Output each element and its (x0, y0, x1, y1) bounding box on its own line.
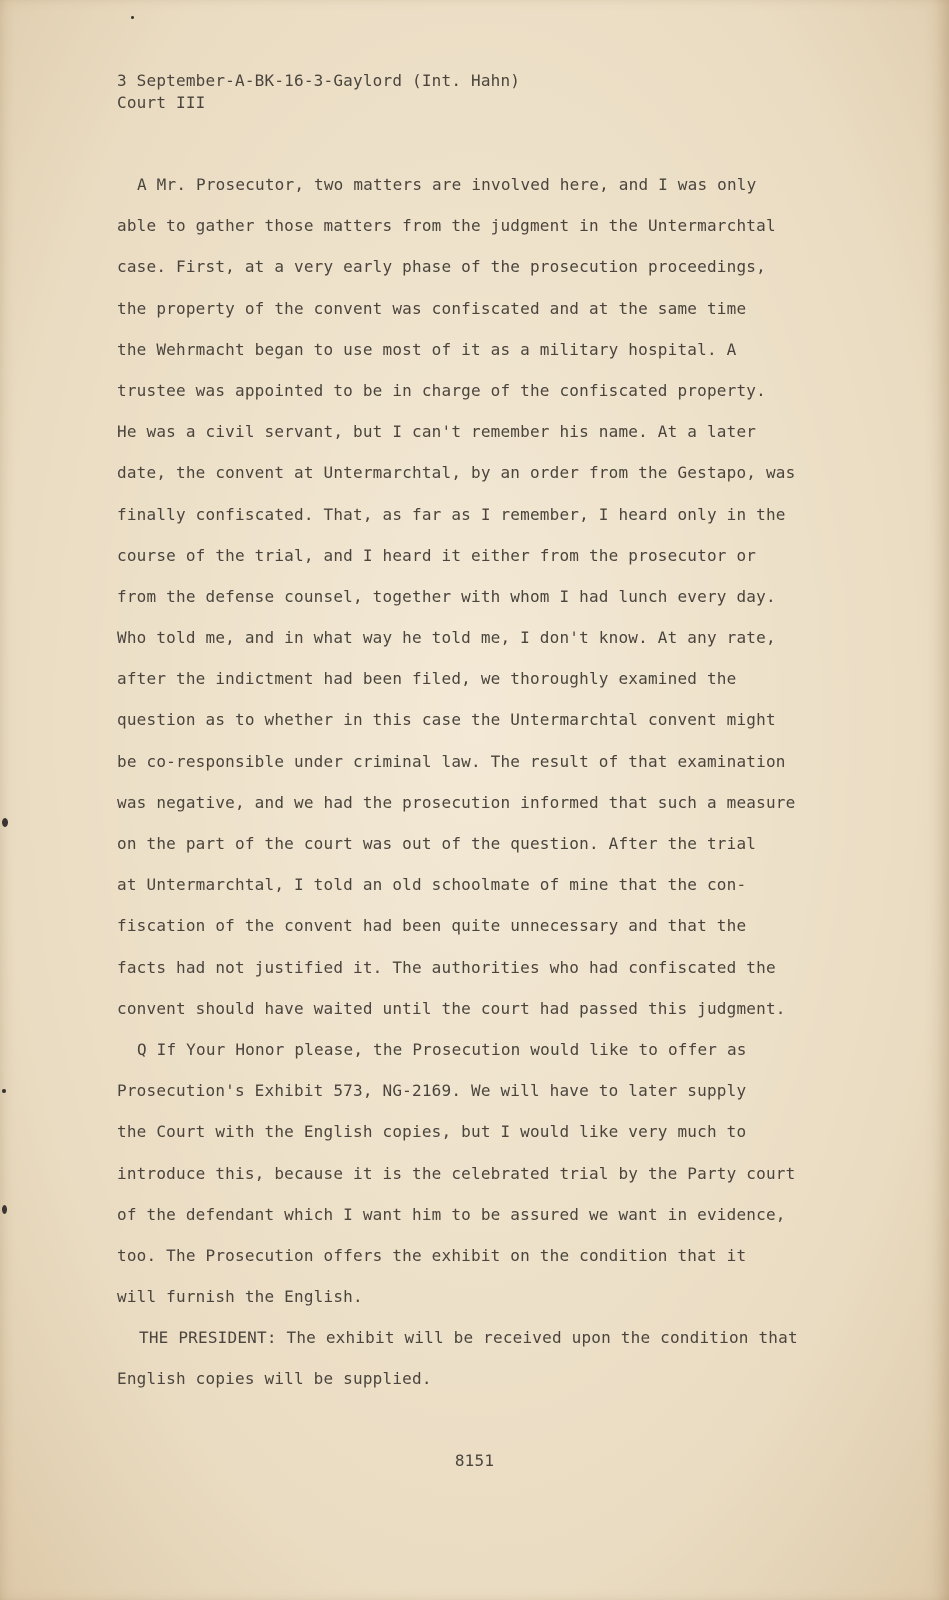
transcript-line: Who told me, and in what way he told me, I don't know. At any rate, (117, 628, 776, 648)
header-reference-line: 3 September-A-BK-16-3-Gaylord (Int. Hahn) (117, 71, 521, 90)
transcript-line: be co-responsible under criminal law. The result of that examination (117, 751, 786, 771)
paper-speck (131, 16, 134, 19)
transcript-line: able to gather those matters from the judgment in the Untermarchtal (117, 216, 776, 236)
transcript-line: He was a civil servant, but I can't remember his name. At a later (117, 422, 757, 442)
transcript-line: on the part of the court was out of the question. After the trial (117, 834, 757, 853)
transcript-line: from the defense counsel, together with whom I had lunch every day. (117, 586, 776, 606)
transcript-line: trustee was appointed to be in charge of the confiscated property. (117, 380, 766, 400)
transcript-line-question-start: Q If Your Honor please, the Prosecution would like to offer as (137, 1039, 747, 1059)
transcript-line: the Wehrmacht began to use most of it as a military hospital. A (117, 339, 737, 359)
transcript-line: date, the convent at Untermarchtal, by an order from the Gestapo, was (117, 463, 796, 483)
transcript-line: English copies will be supplied. (117, 1369, 432, 1389)
margin-mark (2, 818, 8, 827)
header-court-line: Court III (117, 93, 206, 112)
transcript-line: case. First, at a very early phase of the prosecution proceedings, (117, 257, 766, 277)
margin-mark (2, 1089, 6, 1093)
transcript-body (117, 171, 847, 1407)
transcript-line: after the indictment had been filed, we thoroughly examined the (117, 669, 737, 689)
document-header (117, 70, 520, 114)
transcript-line: Prosecution's Exhibit 573, NG-2169. We will have to later supply (117, 1081, 747, 1101)
transcript-line: of the defendant which I want him to be assured we want in evidence, (117, 1204, 786, 1224)
transcript-line: finally confiscated. That, as far as I remember, I heard only in the (117, 504, 786, 524)
transcript-line: fiscation of the convent had been quite unnecessary and that the (117, 916, 747, 936)
page-number: 8151 (454, 1451, 495, 1470)
transcript-line-answer-start: A Mr. Prosecutor, two matters are involved here, and I was only (137, 175, 757, 194)
transcript-line-president-start: THE PRESIDENT: The exhibit will be received upon the condition that (139, 1328, 798, 1348)
transcript-line: was negative, and we had the prosecution informed that such a measure (117, 792, 796, 812)
transcript-line: question as to whether in this case the Untermarchtal convent might (117, 710, 776, 730)
transcript-line: will furnish the English. (117, 1287, 363, 1307)
transcript-line: convent should have waited until the court had passed this judgment. (117, 998, 786, 1018)
transcript-line: course of the trial, and I heard it either from the prosecutor or (117, 545, 757, 565)
transcript-line: the property of the convent was confiscated and at the same time (117, 298, 747, 318)
transcript-line: at Untermarchtal, I told an old schoolmate of mine that the con- (117, 875, 747, 895)
transcript-line: introduce this, because it is the celebrated trial by the Party court (117, 1163, 796, 1183)
transcript-line: the Court with the English copies, but I would like very much to (117, 1122, 747, 1142)
transcript-line: facts had not justified it. The authorities who had confiscated the (117, 957, 776, 977)
transcript-line: too. The Prosecution offers the exhibit on the condition that it (117, 1245, 747, 1265)
margin-mark (2, 1205, 7, 1214)
